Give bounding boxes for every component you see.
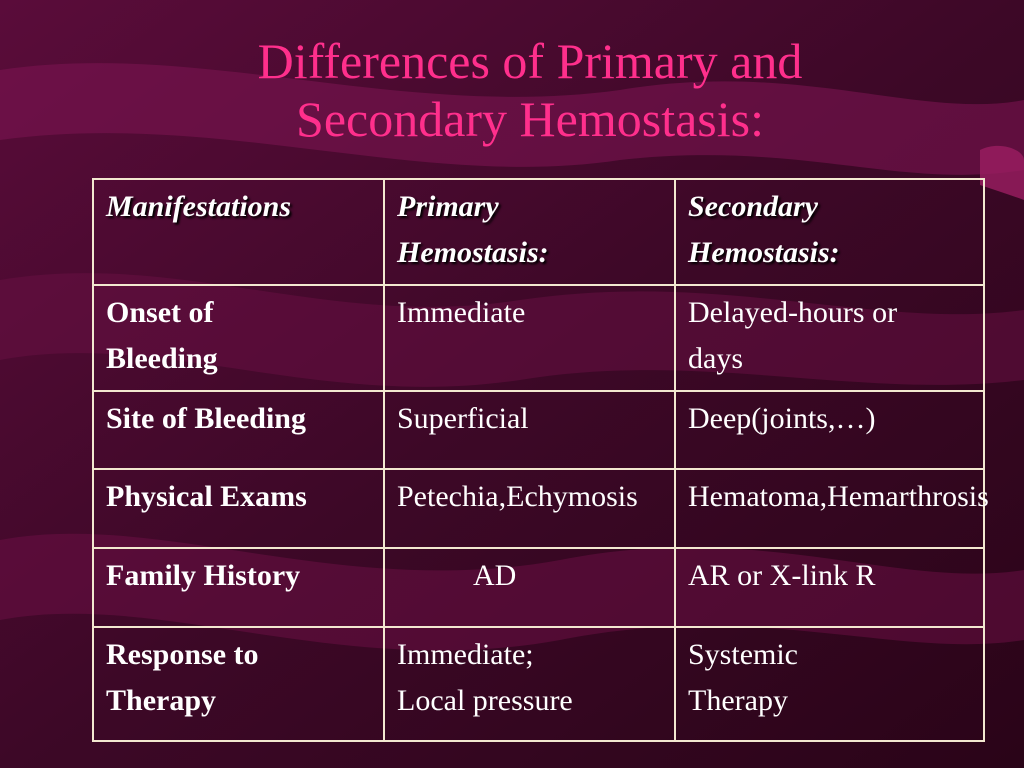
cell-secondary-physical-exams: Hematoma,Hemarthrosis	[675, 469, 984, 548]
row-label-response-therapy: Response to Therapy	[93, 627, 384, 741]
header-manifestations: Manifestations	[93, 179, 384, 285]
header-primary-hemostasis: Primary Hemostasis:	[384, 179, 675, 285]
table-header-row	[93, 179, 984, 285]
table-row	[93, 548, 984, 627]
comparison-table	[92, 178, 989, 742]
cell-primary-response-therapy: Immediate; Local pressure	[384, 627, 675, 741]
slide-title	[0, 32, 1024, 148]
cell-secondary-site: Deep(joints,…)	[675, 391, 984, 469]
cell-secondary-onset: Delayed-hours or days	[675, 285, 984, 391]
cell-secondary-response-therapy: Systemic Therapy	[675, 627, 984, 741]
title-line-1: Differences of Primary and	[257, 33, 803, 89]
cell-primary-onset: Immediate	[384, 285, 675, 391]
row-label-onset: Onset of Bleeding	[93, 285, 384, 391]
table-row	[93, 469, 984, 548]
cell-secondary-family-history: AR or X-link R	[675, 548, 984, 627]
cell-primary-physical-exams: Petechia,Echymosis	[384, 469, 675, 548]
row-label-family-history: Family History	[93, 548, 384, 627]
cell-primary-site: Superficial	[384, 391, 675, 469]
table-row	[93, 627, 984, 741]
title-line-2: Secondary Hemostasis:	[296, 91, 764, 147]
header-secondary-hemostasis: Secondary Hemostasis:	[675, 179, 984, 285]
table-row	[93, 285, 984, 391]
table-row	[93, 391, 984, 469]
row-label-site: Site of Bleeding	[93, 391, 384, 469]
row-label-physical-exams: Physical Exams	[93, 469, 384, 548]
cell-primary-family-history: AD	[384, 548, 675, 627]
